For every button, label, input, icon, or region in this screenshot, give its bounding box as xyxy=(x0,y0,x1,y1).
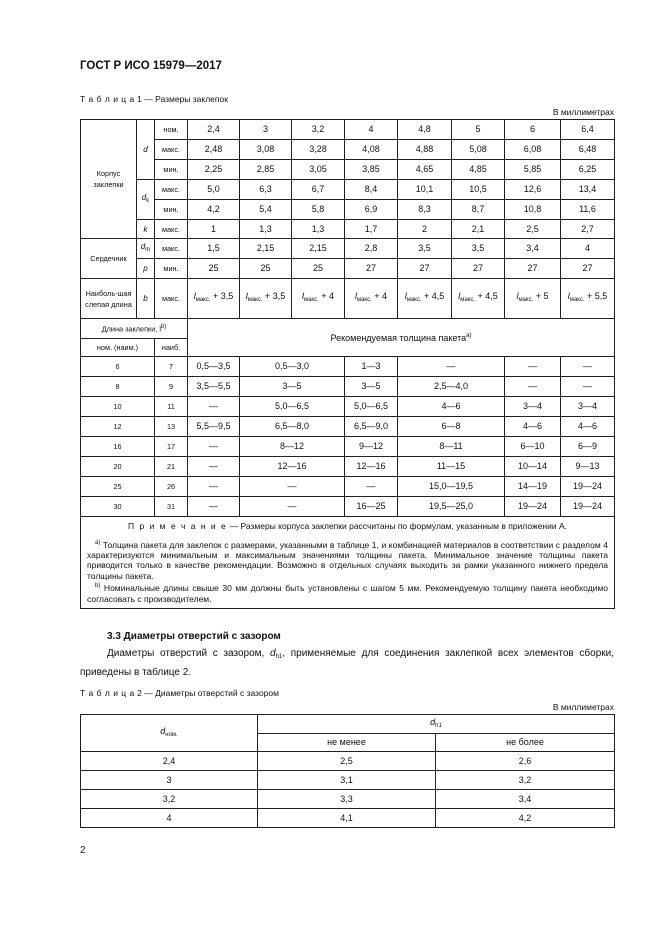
table-row xyxy=(81,397,615,417)
table2-caption-text: 2 — Диаметры отверстий с зазором xyxy=(137,688,279,698)
cell: 4,08 xyxy=(345,140,398,160)
header-dh1-base: d xyxy=(430,716,436,727)
cell: 1,5 xyxy=(188,239,240,259)
cell: — xyxy=(188,477,240,497)
table-row xyxy=(81,357,615,377)
cell: — xyxy=(398,357,505,377)
cell: 4 xyxy=(345,120,398,140)
l-sub: макс. xyxy=(247,297,263,303)
cell: 6—8 xyxy=(398,417,505,437)
cell: 19—24 xyxy=(561,477,615,497)
cell: — xyxy=(505,357,561,377)
table2-caption xyxy=(80,688,279,698)
cell: 1,3 xyxy=(292,220,345,239)
symbol-dk-sub: k xyxy=(146,198,150,204)
label-max: макс. xyxy=(155,140,188,160)
cell: 3 xyxy=(81,771,258,790)
cell: 4—6 xyxy=(398,397,505,417)
cell: 19—24 xyxy=(505,497,561,517)
footnote-a-text: Толщина пакета для заклепок с размерами, указанными в таблице 1, и комбинацией материалов в соответствии с разделом 4 характеризуются минимальным и максимальным значениями толщины пакета. Минимальное значение толщины пакета приводится только в качестве рекомендации. Возможно в отдельных случаях выходить за рамки указанного нижнего предела толщины пакета. xyxy=(87,539,608,581)
symbol-d: d xyxy=(137,120,155,180)
cell: 27 xyxy=(561,259,615,279)
cell: 3—5 xyxy=(240,377,345,397)
cell: 6,5—8,0 xyxy=(240,417,345,437)
cell: 6,08 xyxy=(505,140,561,160)
para-text-1: Диаметры отверстий с зазором, xyxy=(107,648,271,659)
cell: 31 xyxy=(155,497,188,517)
header-d-nom-base: d xyxy=(160,725,166,736)
cell: — xyxy=(188,457,240,477)
table-row xyxy=(81,417,615,437)
row-p-min xyxy=(81,259,615,279)
cell: 6 xyxy=(505,120,561,140)
page-number: 2 xyxy=(80,845,86,856)
grip-cell xyxy=(452,279,505,319)
cell: 10,8 xyxy=(505,200,561,220)
cell: 2,4 xyxy=(188,120,240,140)
cell: 8,4 xyxy=(345,180,398,200)
cell: + 4 xyxy=(374,291,388,301)
header-d-nom xyxy=(81,715,258,752)
cell: 19—24 xyxy=(561,497,615,517)
para-symbol: d xyxy=(270,648,276,659)
grip-cell xyxy=(188,279,240,319)
cell: 11—15 xyxy=(398,457,505,477)
note xyxy=(87,521,608,532)
grip-cell xyxy=(345,279,398,319)
label-min: мин. xyxy=(155,200,188,220)
cell: 3,28 xyxy=(292,140,345,160)
l-symbol: l xyxy=(516,291,519,301)
cell: 3—4 xyxy=(505,397,561,417)
cell: 4,85 xyxy=(452,160,505,180)
cell: — xyxy=(561,357,615,377)
cell: 2,48 xyxy=(188,140,240,160)
row-dm-max xyxy=(81,239,615,259)
label-nom: ном. xyxy=(155,120,188,140)
cell: 27 xyxy=(345,259,398,279)
symbol-dk xyxy=(137,180,155,220)
header-max: не более xyxy=(436,734,615,752)
cell: 3,1 xyxy=(258,771,436,790)
table-row xyxy=(81,477,615,497)
cell: 3,08 xyxy=(240,140,292,160)
table2-header-row xyxy=(81,715,615,734)
cell: 5,0—6,5 xyxy=(240,397,345,417)
cell: 2,1 xyxy=(452,220,505,239)
cell: 19,5—25,0 xyxy=(398,497,505,517)
row-d-nom xyxy=(81,120,615,140)
cell: 2,15 xyxy=(292,239,345,259)
cell: 6,5—9,0 xyxy=(345,417,398,437)
symbol-k: k xyxy=(137,220,155,239)
cell: — xyxy=(240,477,345,497)
cell: 10,5 xyxy=(452,180,505,200)
cell: — xyxy=(505,377,561,397)
cell: 6,7 xyxy=(292,180,345,200)
cell: 1,7 xyxy=(345,220,398,239)
cell: 12—16 xyxy=(240,457,345,477)
footnote-a-mark: а) xyxy=(95,539,101,546)
cell: 12 xyxy=(81,417,155,437)
cell: 12—16 xyxy=(345,457,398,477)
symbol-dm-base: d xyxy=(140,242,146,251)
label-min: мин. xyxy=(155,160,188,180)
cell: 2 xyxy=(398,220,452,239)
cell: 8 xyxy=(81,377,155,397)
l-sub: макс. xyxy=(406,297,422,303)
cell: 27 xyxy=(452,259,505,279)
cell: 8,3 xyxy=(398,200,452,220)
cell: 5,5—9,5 xyxy=(188,417,240,437)
cell: 3,5—5,5 xyxy=(188,377,240,397)
cell: + 5 xyxy=(535,291,549,301)
cell: 10 xyxy=(81,397,155,417)
cell: 12,6 xyxy=(505,180,561,200)
cell: 27 xyxy=(505,259,561,279)
cell: 3,5 xyxy=(398,239,452,259)
header-dh1 xyxy=(258,715,615,734)
cell: + 4,5 xyxy=(477,291,498,301)
cell: 25 xyxy=(240,259,292,279)
l-symbol: l xyxy=(404,291,407,301)
cell: 5,08 xyxy=(452,140,505,160)
grip-cell xyxy=(505,279,561,319)
cell: 4,88 xyxy=(398,140,452,160)
cell: + 4 xyxy=(321,291,335,301)
cell: 25 xyxy=(81,477,155,497)
cell: 13 xyxy=(155,417,188,437)
cell: + 3,5 xyxy=(213,291,234,301)
cell: 7 xyxy=(155,357,188,377)
recommended-header-text: Рекомендуемая толщина пакета xyxy=(330,333,467,343)
cell: 3,2 xyxy=(292,120,345,140)
cell: 8—12 xyxy=(240,437,345,457)
cell: 3,4 xyxy=(505,239,561,259)
cell: 6,48 xyxy=(561,140,615,160)
table1-caption-text: 1 — Размеры заклепок xyxy=(137,94,228,104)
footnote-b-text: Номинальные длины свыше 30 мм должны быть установлены с шагом 5 мм. Рекомендуемую толщину пакета необходимо согласовать с производителем. xyxy=(87,583,608,604)
l-sub: макс. xyxy=(303,297,319,303)
cell: 6—9 xyxy=(561,437,615,457)
cell: + 5,5 xyxy=(587,291,608,301)
label-min: мин. xyxy=(155,259,188,279)
cell: 2,6 xyxy=(436,752,615,771)
cell: 17 xyxy=(155,437,188,457)
table1-caption-label: Т а б л и ц а xyxy=(80,94,135,104)
cell: 2,25 xyxy=(188,160,240,180)
cell: 27 xyxy=(398,259,452,279)
symbol-dk-base: d xyxy=(141,193,147,202)
row-dk-min xyxy=(81,200,615,220)
cell: 3 xyxy=(240,120,292,140)
table-row xyxy=(81,790,615,809)
cell: 2,4 xyxy=(81,752,258,771)
section-paragraph xyxy=(80,646,614,680)
cell: 2,5—4,0 xyxy=(398,377,505,397)
table-row xyxy=(81,377,615,397)
group-body-label: Корпус заклепки xyxy=(81,120,137,239)
l-symbol: l xyxy=(245,291,248,301)
cell: — xyxy=(188,497,240,517)
row-d-min xyxy=(81,160,615,180)
cell: 3—5 xyxy=(345,377,398,397)
l-sub: макс. xyxy=(356,297,372,303)
length-header-text: Длина заклепки, l xyxy=(101,324,161,334)
footnote-a xyxy=(87,538,608,582)
cell: 3,85 xyxy=(345,160,398,180)
cell: 4 xyxy=(561,239,615,259)
cell: 4 xyxy=(81,809,258,828)
symbol-p: p xyxy=(137,259,155,279)
table-row xyxy=(81,771,615,790)
symbol-dm-sub: m xyxy=(145,247,151,253)
footnote-b xyxy=(87,581,608,604)
col-nom-name: ном. (наим.) xyxy=(81,339,155,357)
cell: 6,25 xyxy=(561,160,615,180)
cell: 9 xyxy=(155,377,188,397)
cell: 14—19 xyxy=(505,477,561,497)
cell: 4—6 xyxy=(505,417,561,437)
cell: 3,3 xyxy=(258,790,436,809)
cell: 1—3 xyxy=(345,357,398,377)
para-symbol-sub: h1 xyxy=(275,654,283,660)
cell: 3—4 xyxy=(561,397,615,417)
cell: 4,1 xyxy=(258,809,436,828)
cell: 4—6 xyxy=(561,417,615,437)
cell: 6,4 xyxy=(561,120,615,140)
hole-diameters-table xyxy=(80,714,615,828)
cell: 6—10 xyxy=(505,437,561,457)
document-title: ГОСТ Р ИСО 15979—2017 xyxy=(80,60,222,72)
cell: — xyxy=(188,437,240,457)
symbol-dm xyxy=(137,239,155,259)
table2-units: В миллиметрах xyxy=(552,702,614,712)
l-symbol: l xyxy=(301,291,304,301)
cell: 25 xyxy=(292,259,345,279)
cell: 15,0—19,5 xyxy=(398,477,505,497)
cell: 5,0—6,5 xyxy=(345,397,398,417)
grip-cell xyxy=(292,279,345,319)
group-core-label: Сердечник xyxy=(81,239,137,279)
table-row xyxy=(81,497,615,517)
cell: 2,15 xyxy=(240,239,292,259)
cell: 4,8 xyxy=(398,120,452,140)
cell: 1 xyxy=(188,220,240,239)
cell: 3,2 xyxy=(81,790,258,809)
l-sub: макс. xyxy=(460,297,476,303)
length-header xyxy=(81,319,188,339)
grip-cell xyxy=(240,279,292,319)
footnote-b-mark: b) xyxy=(95,583,101,590)
note-text: — Размеры корпуса заклепки рассчитаны по формулам, указанным в приложении А. xyxy=(227,521,567,531)
cell: 13,4 xyxy=(561,180,615,200)
cell: 5,4 xyxy=(240,200,292,220)
group-grip-label: Наиболь-шая слепая длина xyxy=(81,279,137,319)
cell: 2,5 xyxy=(258,752,436,771)
cell: 5,0 xyxy=(188,180,240,200)
cell: 2,5 xyxy=(505,220,561,239)
cell: 8—11 xyxy=(398,437,505,457)
cell: — xyxy=(561,377,615,397)
cell: 3,05 xyxy=(292,160,345,180)
cell: 25 xyxy=(188,259,240,279)
cell: 4,2 xyxy=(436,809,615,828)
label-max: макс. xyxy=(155,180,188,200)
cell: 2,85 xyxy=(240,160,292,180)
cell: 5 xyxy=(452,120,505,140)
cell: 9—12 xyxy=(345,437,398,457)
table-row xyxy=(81,809,615,828)
cell: + 3,5 xyxy=(265,291,286,301)
cell: 10,1 xyxy=(398,180,452,200)
recommended-header xyxy=(188,319,615,357)
l-sub: макс. xyxy=(518,297,534,303)
cell: — xyxy=(188,397,240,417)
cell: 11,6 xyxy=(561,200,615,220)
label-max: макс. xyxy=(155,220,188,239)
row-k-max xyxy=(81,220,615,239)
cell: 4,2 xyxy=(188,200,240,220)
cell: 30 xyxy=(81,497,155,517)
cell: 3,4 xyxy=(436,790,615,809)
table-row xyxy=(81,752,615,771)
table1-notes xyxy=(81,517,615,609)
cell: 20 xyxy=(81,457,155,477)
table-row xyxy=(81,437,615,457)
l-sub: макс. xyxy=(569,297,585,303)
table1-units: В миллиметрах xyxy=(552,107,614,117)
cell: 21 xyxy=(155,457,188,477)
header-min: не менее xyxy=(258,734,436,752)
cell: 3,5 xyxy=(452,239,505,259)
table2-caption-label: Т а б л и ц а xyxy=(80,688,135,698)
row-length-header xyxy=(81,319,615,339)
l-symbol: l xyxy=(193,291,196,301)
cell: 6 xyxy=(81,357,155,377)
cell: 4,65 xyxy=(398,160,452,180)
label-max: макс. xyxy=(155,239,188,259)
rivet-dimensions-table xyxy=(80,119,615,609)
row-d-max xyxy=(81,140,615,160)
section-title: 3.3 Диаметры отверстий с зазором xyxy=(107,631,281,642)
cell: 2,7 xyxy=(561,220,615,239)
row-dk-max xyxy=(81,180,615,200)
cell: 16—25 xyxy=(345,497,398,517)
notes-row xyxy=(81,517,615,609)
cell: — xyxy=(345,477,398,497)
grip-cell xyxy=(561,279,615,319)
grip-cell xyxy=(398,279,452,319)
cell: 0,5—3,0 xyxy=(240,357,345,377)
para-text-2: , применяемые для соединения заклепкой всех элементов сборки, приведены в таблице 2. xyxy=(80,648,614,678)
symbol-b: b xyxy=(137,279,155,319)
cell: 3,2 xyxy=(436,771,615,790)
cell: 16 xyxy=(81,437,155,457)
cell: + 4,5 xyxy=(424,291,445,301)
table-row xyxy=(81,457,615,477)
l-symbol: l xyxy=(354,291,357,301)
cell: 1,3 xyxy=(240,220,292,239)
l-symbol: l xyxy=(567,291,570,301)
label-max: макс. xyxy=(155,279,188,319)
cell: 9—13 xyxy=(561,457,615,477)
recommended-header-sup: а) xyxy=(466,333,472,339)
cell: 6,9 xyxy=(345,200,398,220)
row-b-max xyxy=(81,279,615,319)
cell: 5,8 xyxy=(292,200,345,220)
col-max-name: наиб. xyxy=(155,339,188,357)
cell: 26 xyxy=(155,477,188,497)
length-header-sup: b) xyxy=(160,324,167,331)
header-d-nom-sub: ном. xyxy=(165,731,178,738)
cell: 10—14 xyxy=(505,457,561,477)
l-sub: макс. xyxy=(195,297,211,303)
cell: 5,85 xyxy=(505,160,561,180)
cell: 6,3 xyxy=(240,180,292,200)
cell: 2,8 xyxy=(345,239,398,259)
cell: 0,5—3,5 xyxy=(188,357,240,377)
cell: 11 xyxy=(155,397,188,417)
header-dh1-sub: h1 xyxy=(435,722,442,729)
cell: 8,7 xyxy=(452,200,505,220)
l-symbol: l xyxy=(458,291,461,301)
cell: — xyxy=(240,497,345,517)
note-label: П р и м е ч а н и е xyxy=(128,521,228,531)
table1-caption xyxy=(80,94,228,104)
